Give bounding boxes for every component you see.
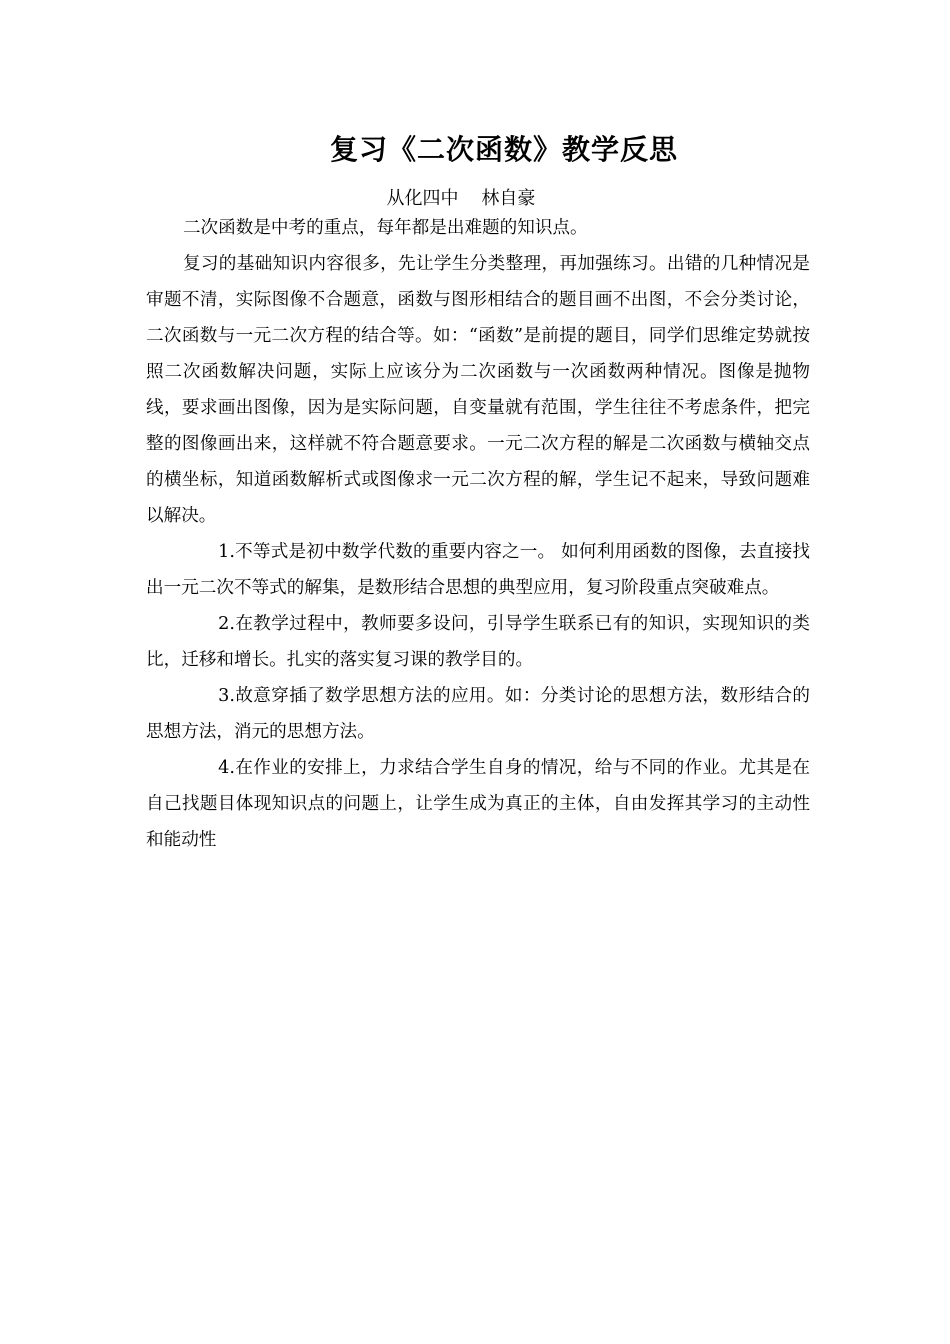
- author-line: 从化四中 林自豪: [386, 188, 536, 209]
- paragraph-point-2: 2.在教学过程中，教师要多设问，引导学生联系已有的知识，实现知识的类比，迁移和增长。扎实的落实复习课的教学目的。: [146, 614, 810, 670]
- document-body: [146, 210, 810, 858]
- paragraph-point-1: 1.不等式是初中数学代数的重要内容之一。 如何利用函数的图像，去直接找出一元二次不等式的解集，是数形结合思想的典型应用，复习阶段重点突破难点。: [146, 542, 810, 598]
- paragraph-intro: 二次函数是中考的重点，每年都是出难题的知识点。: [182, 218, 588, 238]
- document-title: 复习《二次函数》教学反思: [329, 133, 678, 166]
- paragraph-point-4: 4.在作业的安排上，力求结合学生自身的情况，给与不同的作业。尤其是在自己找题目体现知识点的问题上，让学生成为真正的主体，自由发挥其学习的主动性和能动性: [146, 758, 810, 850]
- paragraph-review: 复习的基础知识内容很多，先让学生分类整理，再加强练习。出错的几种情况是审题不清，实际图像不合题意，函数与图形相结合的题目画不出图，不会分类讨论，二次函数与一元二次方程的结合等。如：“函数”是前提的题目，同学们思维定势就按照二次函数解决问题，实际上应该分为二次函数与一次函数两种情况。图像是抛物线，要求画出图像，因为是实际问题，自变量就有范围，学生往往不考虑条件，把完整的图像画出来，这样就不符合题意要求。一元二次方程的解是二次函数与横轴交点的横坐标，知道函数解析式或图像求一元二次方程的解，学生记不起来，导致问题难以解决。: [146, 254, 810, 526]
- paragraph-point-3: 3.故意穿插了数学思想方法的应用。如：分类讨论的思想方法，数形结合的思想方法，消元的思想方法。: [146, 686, 810, 742]
